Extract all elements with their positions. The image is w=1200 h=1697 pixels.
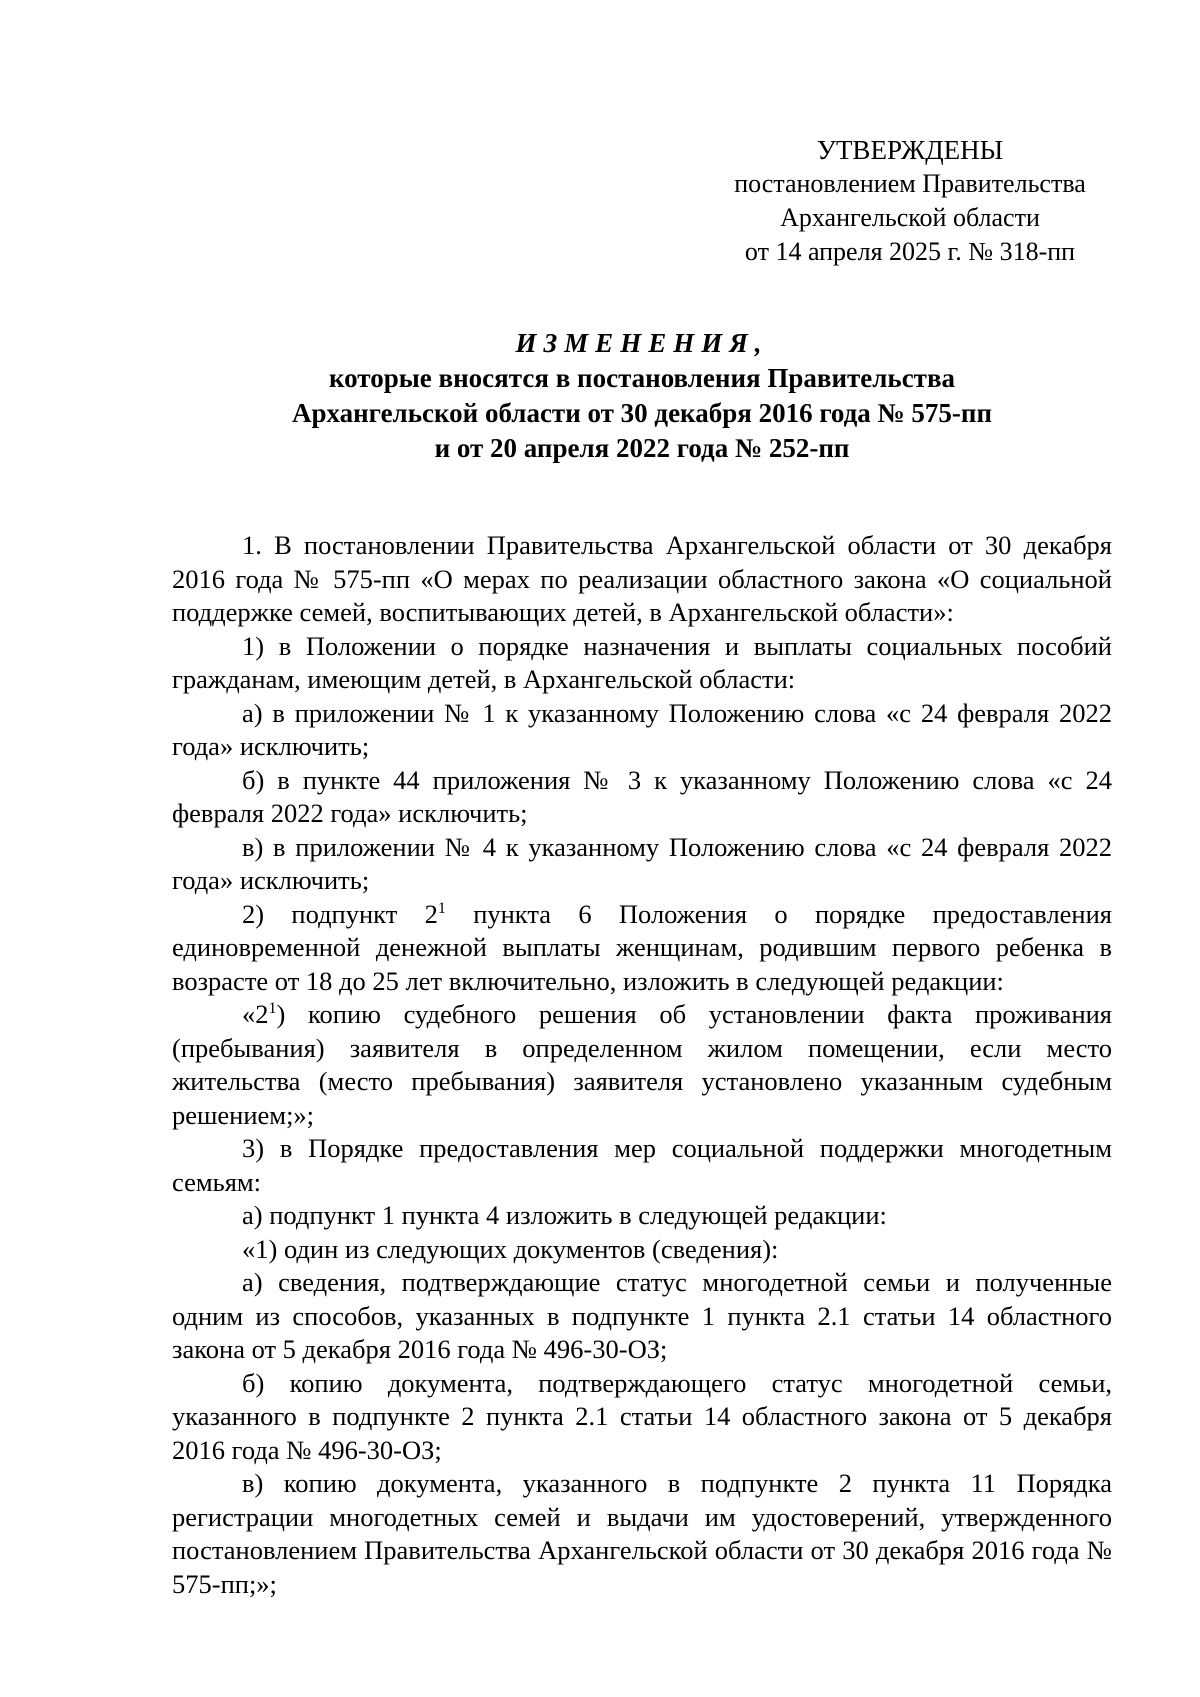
paragraph-6 — [172, 898, 1112, 999]
approval-line-1: постановлением Правительства — [734, 169, 1086, 198]
paragraph-8: 3) в Порядке предоставления мер социальной поддержки многодетным семьям: — [172, 1133, 1112, 1197]
document-heading — [172, 326, 1112, 466]
approval-title: УТВЕРЖДЕНЫ — [816, 135, 1004, 165]
paragraph-7 — [172, 998, 1112, 1132]
paragraph-6-start: 2) подпункт 2 — [242, 898, 438, 929]
heading-title: ИЗМЕНЕНИЯ, — [515, 328, 769, 358]
paragraph-4: б) в пункте 44 приложения № 3 к указанному Положению слова «с 24 февраля 2022 года» исключить; — [172, 764, 1112, 828]
paragraph-3: а) в приложении № 1 к указанному Положению слова «с 24 февраля 2022 года» исключить; — [172, 697, 1112, 761]
heading-line-2: Архангельской области от 30 декабря 2016 года № 575-пп — [291, 398, 993, 428]
heading-line-1: которые вносятся в постановления Правительства — [328, 363, 956, 393]
paragraph-13: в) копию документа, указанного в подпункте 2 пункта 11 Порядка регистрации многодетных семей и выдачи им удостоверений, утвержденного постановлением Правительства Архангельской области от 30 декабря 2016 года № 575-пп;»; — [172, 1468, 1112, 1599]
paragraph-1: 1. В постановлении Правительства Архангельской области от 30 декабря 2016 года № 575-пп «О мерах по реализации областного закона «О социальной поддержке семей, воспитывающих детей, в Архангельской области»: — [172, 530, 1112, 627]
heading-line-3: и от 20 апреля 2022 года № 252-пп — [434, 433, 850, 463]
paragraph-12: б) копию документа, подтверждающего статус многодетной семьи, указанного в подпункте 2 пункта 2.1 статьи 14 областного закона от 5 декабря 2016 года № 496-30-ОЗ; — [172, 1367, 1112, 1465]
paragraph-6-end: пункта 6 Положения о порядке предоставления единовременной денежной выплаты женщинам, родившим первого ребенка в возрасте от 18 до 25 лет включительно, изложить в следующей редакции: — [172, 898, 1112, 996]
paragraph-5: в) в приложении № 4 к указанному Положению слова «с 24 февраля 2022 года» исключить; — [172, 831, 1112, 895]
paragraph-10: «1) один из следующих документов (сведения): — [242, 1233, 779, 1264]
paragraph-7-superscript: 1 — [268, 1000, 277, 1018]
approval-stamp — [715, 133, 1105, 269]
approval-line-2: Архангельской области — [780, 203, 1040, 232]
paragraph-9: а) подпункт 1 пункта 4 изложить в следующей редакции: — [242, 1200, 887, 1230]
paragraph-7-end: ) копию судебного решения об установлении факта проживания (пребывания) заявителя в определенном жилом помещении, если место жительства (место пребывания) заявителя установлено указанным судебным решением;»; — [172, 999, 1112, 1130]
document-body — [172, 529, 1112, 1601]
paragraph-11: а) сведения, подтверждающие статус многодетной семьи и полученные одним из способов, указанных в подпункте 1 пункта 2.1 статьи 14 областного закона от 5 декабря 2016 года № 496-30-ОЗ; — [172, 1267, 1112, 1364]
paragraph-2: 1) в Положении о порядке назначения и выплаты социальных пособий гражданам, имеющим детей, в Архангельской области: — [172, 630, 1112, 694]
paragraph-7-start: «2 — [242, 999, 269, 1029]
paragraph-6-superscript: 1 — [437, 899, 446, 917]
approval-line-3: от 14 апреля 2025 г. № 318-пп — [744, 237, 1076, 266]
